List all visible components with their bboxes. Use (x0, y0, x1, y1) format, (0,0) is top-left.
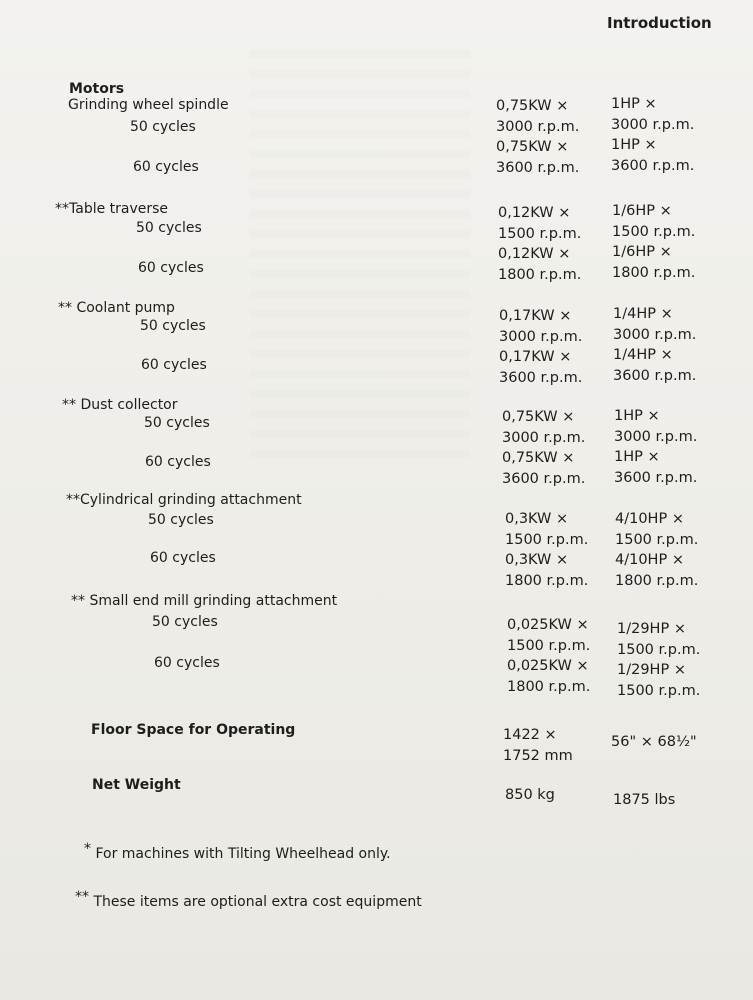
cycles-label: 60 cycles (154, 655, 220, 671)
motor-name: Grinding wheel spindle (68, 97, 229, 113)
hp-value: 1HP × 3000 r.p.m. 1HP × 3600 r.p.m. (611, 96, 695, 174)
motors-heading: Motors (69, 81, 125, 97)
footnote-mark: ** (75, 889, 89, 905)
cycles-label: 60 cycles (150, 550, 216, 566)
cycles-label: 60 cycles (141, 357, 207, 373)
kw-value: 0,3KW × 1500 r.p.m. 0,3KW × 1800 r.p.m. (505, 511, 589, 589)
cycles-label: 50 cycles (152, 614, 218, 630)
hp-value: 1/29HP × 1500 r.p.m. 1/29HP × 1500 r.p.m. (617, 621, 701, 699)
footnote-single: * For machines with Tilting Wheelhead only. (84, 841, 391, 862)
motor-name: ** Small end mill grinding attachment (71, 593, 338, 609)
optional-mark: ** (71, 593, 85, 609)
cycles-label: 50 cycles (144, 415, 210, 431)
kw-value: 0,75KW × 3000 r.p.m. 0,75KW × 3600 r.p.m. (496, 98, 580, 176)
bleed-through-shadow (250, 50, 470, 470)
net-weight-label: Net Weight (92, 777, 181, 793)
optional-mark: ** (55, 201, 69, 217)
footnote-double: ** These items are optional extra cost equipment (75, 889, 422, 910)
kw-value: 0,12KW × 1500 r.p.m. 0,12KW × 1800 r.p.m. (498, 205, 582, 283)
hp-value: 1/4HP × 3000 r.p.m. 1/4HP × 3600 r.p.m. (613, 306, 697, 384)
kw-value: 0,025KW × 1500 r.p.m. 0,025KW × 1800 r.p.m. (507, 617, 591, 695)
cycles-label: 50 cycles (136, 220, 202, 236)
cycles-label: 50 cycles (148, 512, 214, 528)
motor-name: ** Dust collector (62, 397, 178, 413)
optional-mark: ** (62, 397, 76, 413)
cycles-label: 50 cycles (130, 119, 196, 135)
motor-name: **Table traverse (55, 201, 169, 217)
net-weight-metric: 850 kg (505, 787, 555, 803)
hp-value: 1HP × 3000 r.p.m. 1HP × 3600 r.p.m. (614, 408, 698, 486)
kw-value: 0,17KW × 3000 r.p.m. 0,17KW × 3600 r.p.m. (499, 308, 583, 386)
net-weight-imperial: 1875 lbs (613, 792, 676, 808)
cycles-label: 60 cycles (133, 159, 199, 175)
floor-space-metric: 1422 × 1752 mm (503, 727, 573, 764)
section-title: Introduction (607, 14, 712, 32)
footnote-mark: * (84, 841, 91, 857)
cycles-label: 60 cycles (138, 260, 204, 276)
cycles-label: 50 cycles (140, 318, 206, 334)
optional-mark: ** (66, 492, 80, 508)
kw-value: 0,75KW × 3000 r.p.m. 0,75KW × 3600 r.p.m. (502, 409, 586, 487)
motor-name: **Cylindrical grinding attachment (66, 492, 302, 508)
cycles-label: 60 cycles (145, 454, 211, 470)
hp-value: 4/10HP × 1500 r.p.m. 4/10HP × 1800 r.p.m. (615, 511, 699, 589)
optional-mark: ** (58, 300, 72, 316)
motor-name: ** Coolant pump (58, 300, 175, 316)
floor-space-imperial: 56" × 68½" (611, 734, 697, 750)
floor-space-label: Floor Space for Operating (91, 722, 296, 738)
hp-value: 1/6HP × 1500 r.p.m. 1/6HP × 1800 r.p.m. (612, 203, 696, 281)
